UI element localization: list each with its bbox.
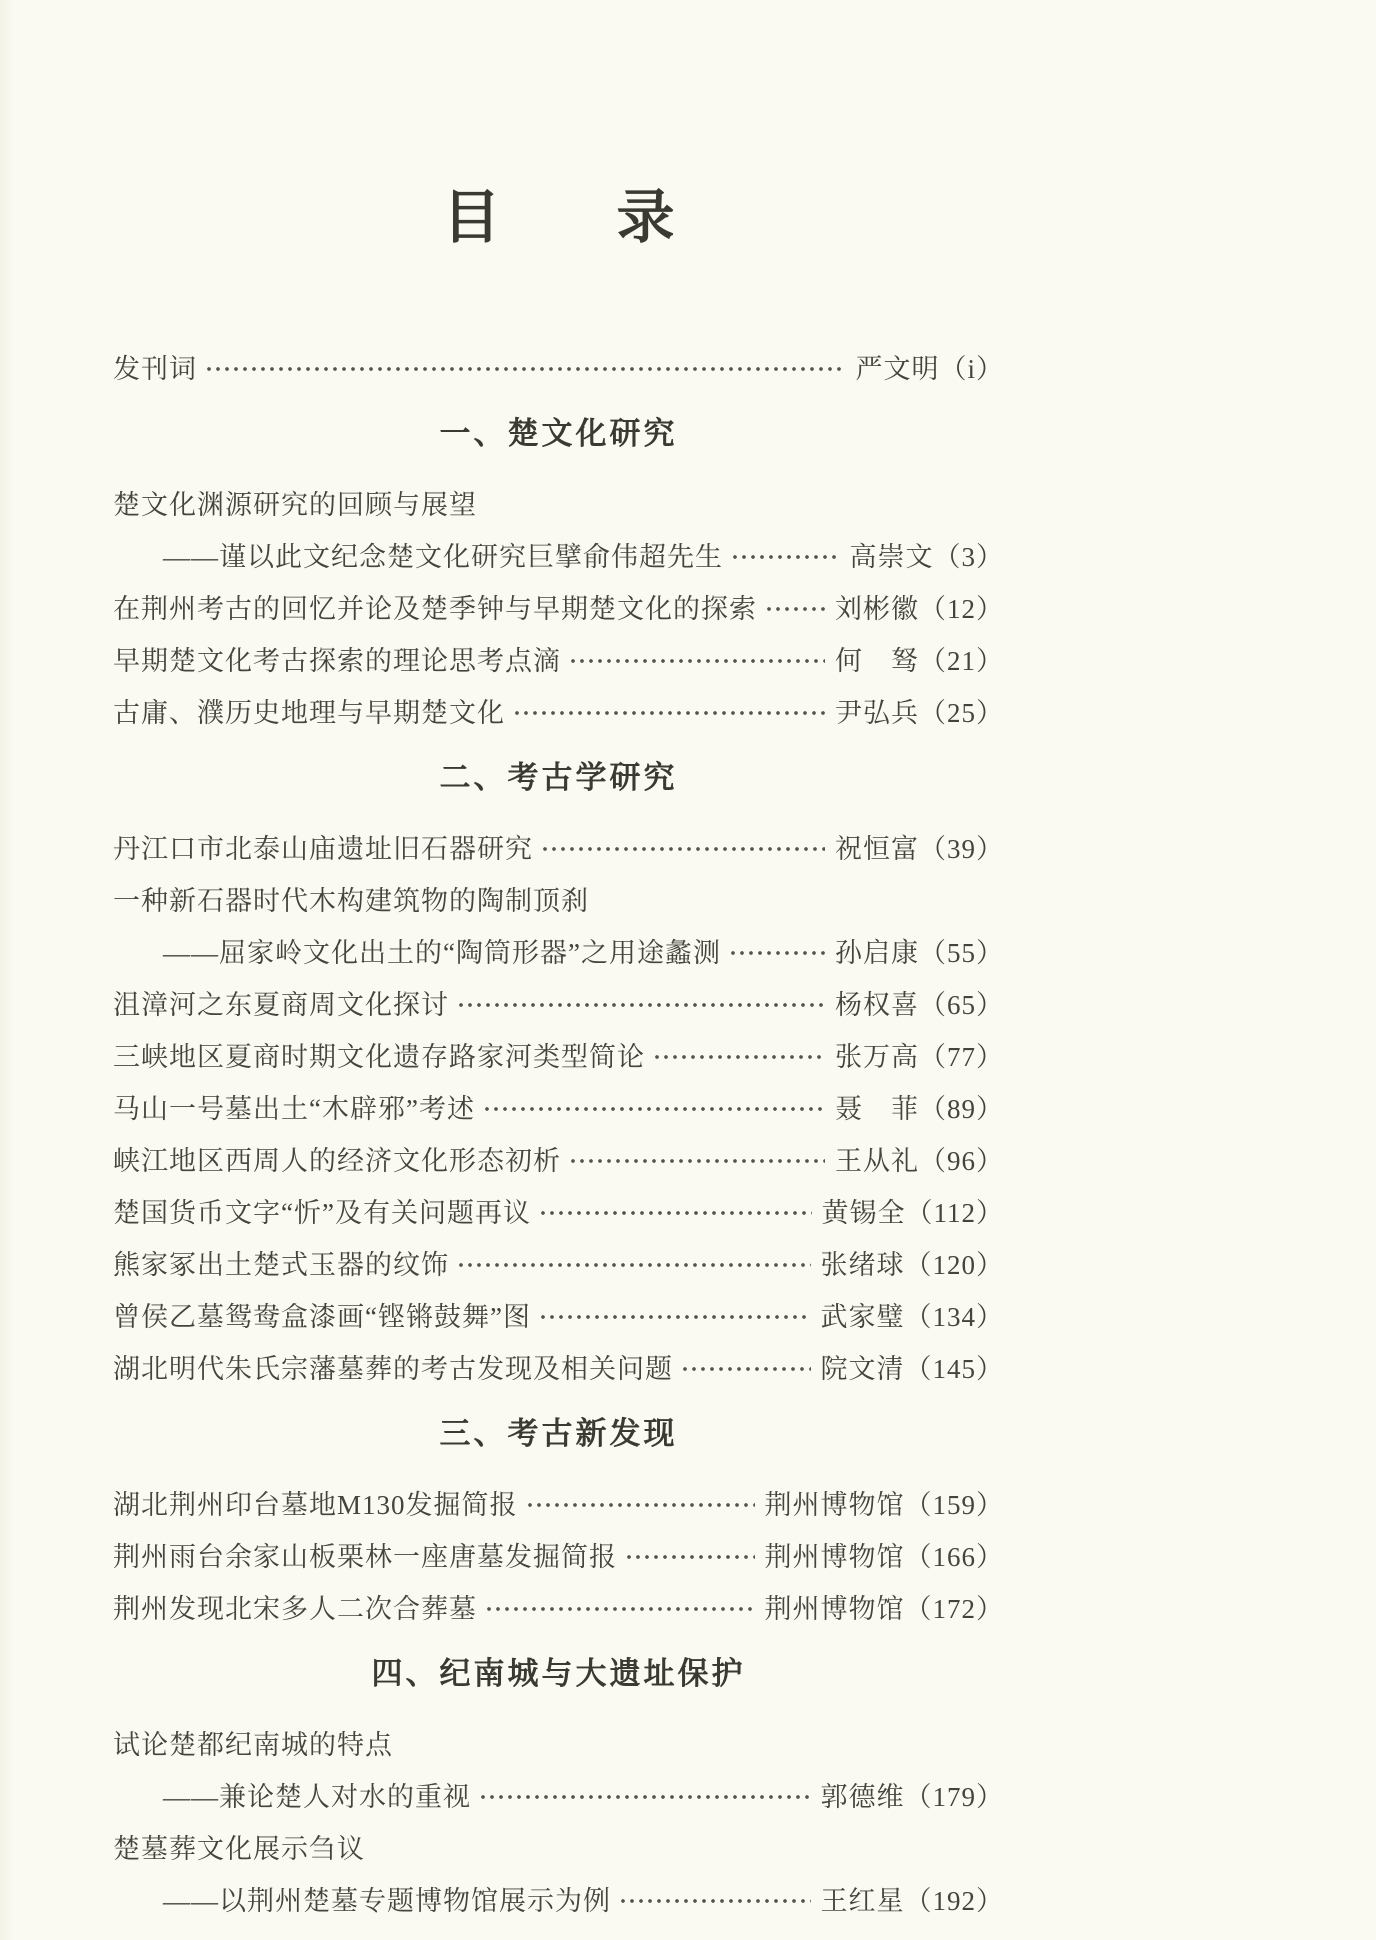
entry-title: 楚墓葬文化展示刍议 [113,1833,365,1864]
toc-entry [113,580,1004,632]
toc-entry [113,872,1004,924]
entry-page-number: （55） [919,937,1004,968]
dot-leader [539,1207,812,1219]
entry-author: 张万高 [835,1041,919,1072]
entry-page-number: （166） [904,1541,1004,1572]
entry-title: 湖北明代朱氏宗藩墓葬的考古发现及相关问题 [113,1353,673,1384]
entry-author: 院文清 [820,1353,905,1384]
entry-title: ——兼论楚人对水的重视 [163,1781,471,1812]
toc-entry [113,1716,1004,1768]
entry-author: 刘彬徽 [835,593,919,624]
entry-author: 孙启康 [835,937,919,968]
entry-author: 何 驽 [835,645,919,676]
dot-leader [569,1155,825,1167]
entry-title: 早期楚文化考古探索的理论思考点滴 [113,645,561,676]
toc-entry [113,1080,1004,1132]
dot-leader [457,1259,811,1271]
toc-entry [113,1184,1004,1236]
toc-entry [113,1768,1004,1820]
entry-title: ——以荆州楚墓专题博物馆展示为例 [163,1885,611,1916]
entry-page-number: （39） [919,833,1004,864]
entry-author: 郭德维 [820,1781,905,1812]
entry-page-number: （145） [904,1353,1004,1384]
dot-leader [485,1603,755,1615]
dot-leader [653,1051,825,1063]
section-header: 二、考古学研究 [439,760,678,795]
entry-page-number: （112） [905,1197,1004,1228]
toc-entry [113,1476,1004,1528]
page-title: 目 录 [442,185,675,250]
dot-leader [457,999,825,1011]
section-header: 四、纪南城与大遗址保护 [371,1656,746,1691]
entry-author: 聂 菲 [835,1093,919,1124]
toc-entry [113,684,1004,736]
entry-page-number: （179） [904,1781,1004,1812]
entry-title: 在荆州考古的回忆并论及楚季钟与早期楚文化的探索 [113,593,757,624]
entry-author: 黄锡全 [821,1197,906,1228]
entry-page-number: （120） [904,1249,1004,1280]
entry-title: 试论楚都纪南城的特点 [113,1729,393,1760]
section-header: 一、楚文化研究 [439,416,678,451]
entry-page-number: （65） [919,989,1004,1020]
entry-title: 发刊词 [113,353,197,384]
dot-leader [526,1499,755,1511]
entry-title: 湖北荆州印台墓地M130发掘简报 [113,1489,518,1520]
entry-page-number: （159） [904,1489,1004,1520]
entry-page-number: （12） [919,593,1004,624]
dot-leader [625,1551,755,1563]
toc-entry [113,1132,1004,1184]
dot-leader [483,1103,825,1115]
entry-page-number: （192） [904,1885,1004,1916]
toc-entry [113,1288,1004,1340]
entry-page-number: （89） [919,1093,1004,1124]
entry-page-number: （21） [919,645,1004,676]
toc-entry [113,476,1004,528]
entry-title: 丹江口市北泰山庙遗址旧石器研究 [113,833,533,864]
entry-author: 荆州博物馆 [764,1541,905,1572]
toc-entry [113,1820,1004,1872]
entry-author: 王从礼 [835,1145,919,1176]
dot-leader [479,1791,811,1803]
entry-title: 曾侯乙墓鸳鸯盒漆画“铿锵鼓舞”图 [113,1301,531,1332]
dot-leader [731,551,840,563]
entry-author: 武家璧 [820,1301,905,1332]
entry-title: 楚国货币文字“忻”及有关问题再议 [113,1197,531,1228]
entry-title: 楚文化渊源研究的回顾与展望 [113,489,477,520]
toc-entry [113,820,1004,872]
dot-leader [729,947,825,959]
toc-entry [113,1340,1004,1392]
toc-entry [113,1580,1004,1632]
toc-entry [113,924,1004,976]
entry-title: 峡江地区西周人的经济文化形态初析 [113,1145,561,1176]
entry-title: 熊家冢出土楚式玉器的纹饰 [113,1249,449,1280]
entry-page-number: （134） [904,1301,1004,1332]
dot-leader [681,1363,811,1375]
entry-author: 高崇文 [849,541,934,572]
toc-list [113,340,1004,1924]
dot-leader [569,655,825,667]
dot-leader [541,843,825,855]
entry-author: 张绪球 [820,1249,905,1280]
entry-author: 荆州博物馆 [764,1593,905,1624]
toc-entry [113,1236,1004,1288]
entry-title: 一种新石器时代木构建筑物的陶制顶刹 [113,885,589,916]
entry-title: ——屈家岭文化出土的“陶筒形器”之用途蠡测 [163,937,721,968]
dot-leader [765,603,825,615]
dot-leader [513,707,825,719]
entry-author: 严文明 [855,353,940,384]
entry-title: 马山一号墓出土“木辟邪”考述 [113,1093,475,1124]
entry-page-number: （77） [919,1041,1004,1072]
dot-leader [205,363,845,375]
entry-page-number: （96） [919,1145,1004,1176]
toc-entry [113,1028,1004,1080]
entry-title: ——谨以此文纪念楚文化研究巨擘俞伟超先生 [163,541,723,572]
toc-entry [113,976,1004,1028]
entry-author: 王红星 [820,1885,905,1916]
entry-page-number: （25） [919,697,1004,728]
toc-entry [113,340,1004,392]
entry-title: 三峡地区夏商时期文化遗存路家河类型简论 [113,1041,645,1072]
entry-author: 荆州博物馆 [764,1489,905,1520]
entry-author: 杨权喜 [835,989,919,1020]
entry-title: 荆州发现北宋多人二次合葬墓 [113,1593,477,1624]
entry-page-number: （172） [904,1593,1004,1624]
toc-entry [113,632,1004,684]
entry-page-number: （3） [933,541,1004,572]
toc-entry [113,528,1004,580]
entry-title: 古庸、濮历史地理与早期楚文化 [113,697,505,728]
section-header: 三、考古新发现 [439,1416,678,1451]
entry-title: 荆州雨台余家山板栗林一座唐墓发掘简报 [113,1541,617,1572]
toc-entry [113,1528,1004,1580]
entry-title: 沮漳河之东夏商周文化探讨 [113,989,449,1020]
toc-entry [113,1872,1004,1924]
entry-page-number: （i） [939,353,1004,384]
entry-author: 尹弘兵 [835,697,919,728]
entry-author: 祝恒富 [835,833,919,864]
dot-leader [539,1311,811,1323]
dot-leader [619,1895,811,1907]
